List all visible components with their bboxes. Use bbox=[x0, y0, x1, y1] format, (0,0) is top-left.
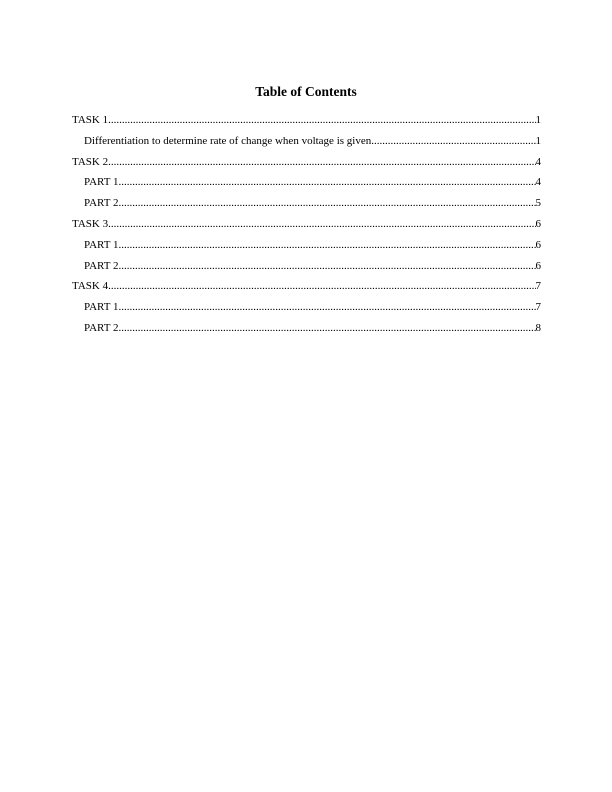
toc-entry-label: Differentiation to determine rate of change when voltage is given bbox=[84, 134, 372, 147]
toc-dot-leader bbox=[119, 239, 536, 252]
toc-entry-page: 6 bbox=[535, 238, 541, 251]
toc-dot-leader bbox=[108, 280, 535, 293]
toc-entry-page: 5 bbox=[535, 197, 541, 210]
toc-entry-task-4-part-1[interactable] bbox=[72, 301, 541, 322]
toc-entry-label: PART 2 bbox=[84, 259, 119, 272]
toc-entry-task-1[interactable] bbox=[72, 114, 541, 135]
toc-entry-task-3-part-2[interactable] bbox=[72, 260, 541, 281]
toc-entry-page: 4 bbox=[535, 155, 541, 168]
toc-entry-task-4[interactable] bbox=[72, 280, 541, 301]
toc-dot-leader bbox=[108, 114, 535, 127]
toc-entry-task-2-part-2[interactable] bbox=[72, 197, 541, 218]
toc-entry-label: PART 1 bbox=[84, 176, 119, 189]
toc-entry-label: PART 1 bbox=[84, 238, 119, 251]
toc-entry-label: PART 2 bbox=[84, 321, 119, 334]
toc-entry-label: PART 1 bbox=[84, 301, 119, 314]
toc-entry-label: PART 2 bbox=[84, 197, 119, 210]
toc-entry-page: 7 bbox=[535, 301, 541, 314]
toc-list bbox=[72, 114, 541, 343]
toc-title: Table of Contents bbox=[255, 84, 357, 99]
toc-entry-page: 6 bbox=[535, 259, 541, 272]
toc-entry-label: TASK 2 bbox=[72, 155, 109, 168]
toc-dot-leader bbox=[108, 218, 535, 231]
toc-dot-leader bbox=[119, 197, 536, 210]
toc-dot-leader bbox=[371, 135, 535, 148]
toc-entry-task-3-part-1[interactable] bbox=[72, 239, 541, 260]
toc-entry-page: 6 bbox=[535, 217, 541, 230]
toc-entry-task-4-part-2[interactable] bbox=[72, 322, 541, 343]
toc-entry-page: 4 bbox=[535, 176, 541, 189]
toc-entry-differentiation[interactable] bbox=[72, 135, 541, 156]
toc-entry-label: TASK 4 bbox=[72, 280, 109, 293]
toc-entry-task-2[interactable] bbox=[72, 156, 541, 177]
toc-entry-task-3[interactable] bbox=[72, 218, 541, 239]
toc-dot-leader bbox=[108, 156, 535, 169]
toc-entry-page: 1 bbox=[535, 134, 541, 147]
toc-dot-leader bbox=[119, 322, 536, 335]
toc-dot-leader bbox=[119, 260, 536, 273]
toc-entry-label: TASK 3 bbox=[72, 217, 109, 230]
toc-dot-leader bbox=[119, 301, 536, 314]
toc-entry-label: TASK 1 bbox=[72, 114, 109, 126]
toc-entry-task-2-part-1[interactable] bbox=[72, 176, 541, 197]
toc-dot-leader bbox=[119, 176, 536, 189]
toc-entry-page: 7 bbox=[535, 280, 541, 293]
toc-entry-page: 1 bbox=[535, 114, 541, 126]
toc-entry-page: 8 bbox=[535, 321, 541, 334]
